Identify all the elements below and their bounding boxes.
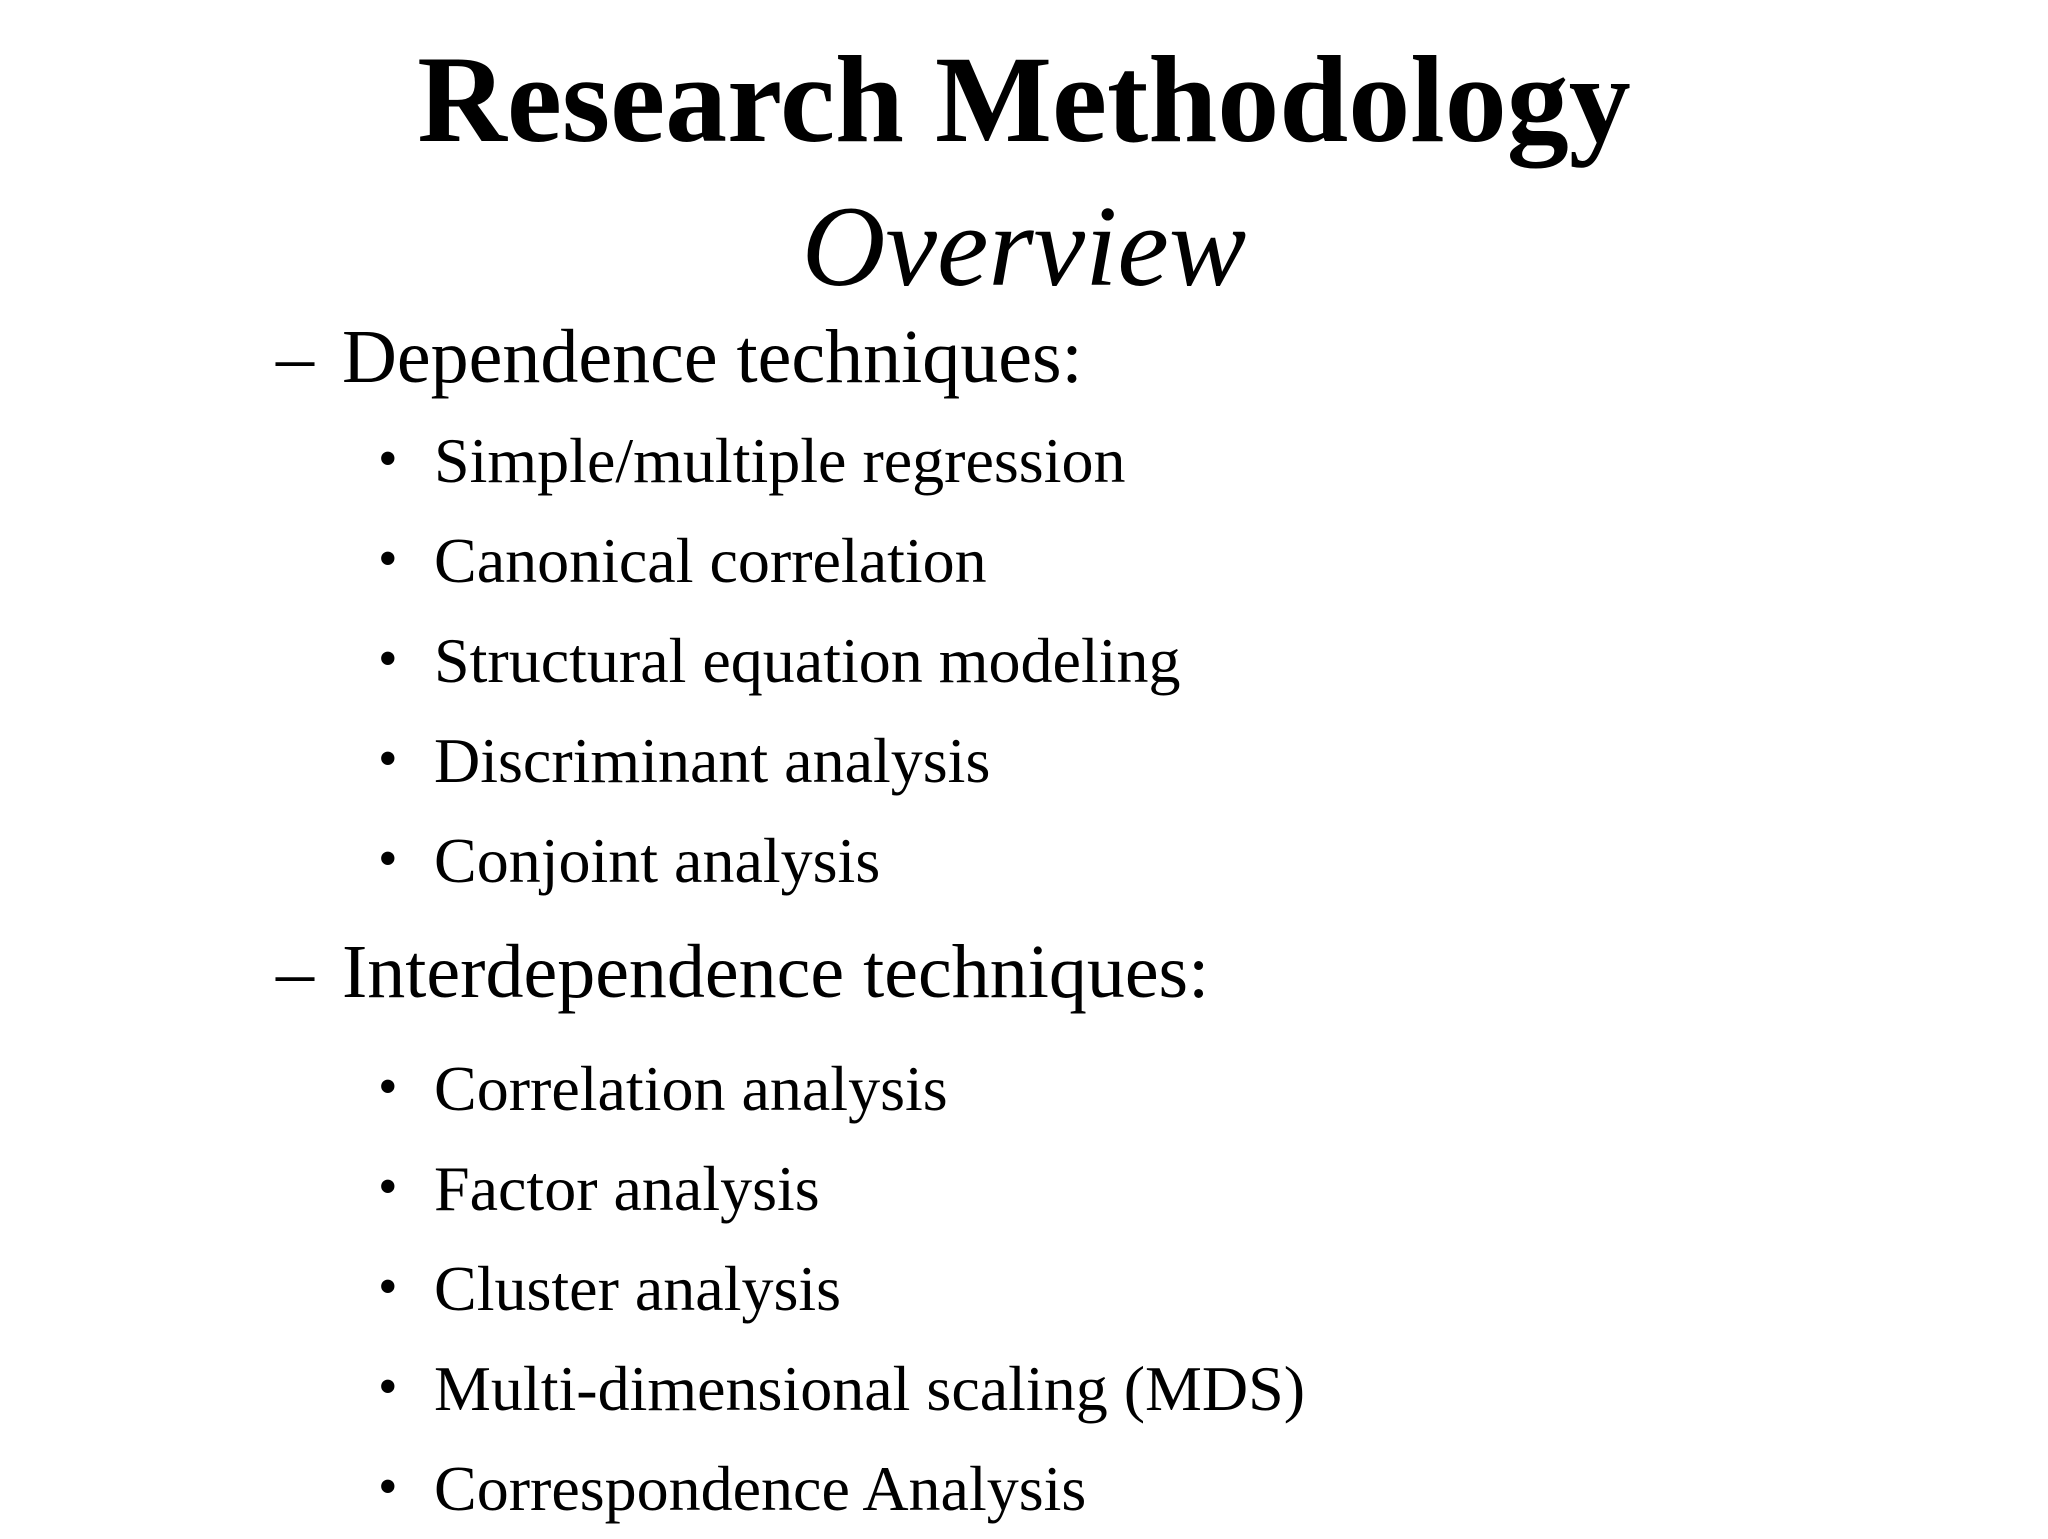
list-item [276,811,1976,911]
dash-marker: – [276,930,314,1014]
bullet-icon: • [378,1456,398,1518]
list-item-label: Cluster analysis [434,1253,842,1324]
technique-list [276,411,1976,911]
section-heading-label: Dependence techniques: [342,315,1083,399]
bullet-icon: • [378,728,398,790]
bullet-icon: • [378,1156,398,1218]
list-item [276,611,1976,711]
list-item-label: Correlation analysis [434,1053,948,1124]
list-item [276,711,1976,811]
slide-title: Research Methodology [417,31,1631,168]
list-item [276,1239,1976,1339]
technique-list [276,1039,1976,1539]
list-item [276,1139,1976,1239]
section-heading-label: Interdependence techniques: [342,930,1210,1014]
list-item-label: Structural equation modeling [434,625,1181,696]
list-item-label: Simple/multiple regression [434,425,1126,496]
list-item-label: Discriminant analysis [434,725,991,796]
section-heading [276,927,1976,1017]
dash-marker: – [276,315,314,399]
bullet-icon: • [378,628,398,690]
bullet-icon: • [378,1056,398,1118]
section-dependence-techniques [276,312,1976,911]
section-heading [276,312,1976,402]
list-item-label: Canonical correlation [434,525,987,596]
list-item-label: Multi-dimensional scaling (MDS) [434,1353,1306,1424]
list-item [276,1339,1976,1439]
list-item-label: Correspondence Analysis [434,1453,1087,1524]
bullet-icon: • [378,1356,398,1418]
list-item [276,511,1976,611]
bullet-icon: • [378,528,398,590]
list-item-label: Factor analysis [434,1153,820,1224]
bullet-icon: • [378,1256,398,1318]
section-interdependence-techniques [276,927,1976,1539]
slide-subtitle: Overview [801,183,1247,311]
bullet-icon: • [378,828,398,890]
bullet-icon: • [378,428,398,490]
list-item [276,411,1976,511]
list-item-label: Conjoint analysis [434,825,881,896]
list-item [276,1039,1976,1139]
list-item [276,1439,1976,1539]
